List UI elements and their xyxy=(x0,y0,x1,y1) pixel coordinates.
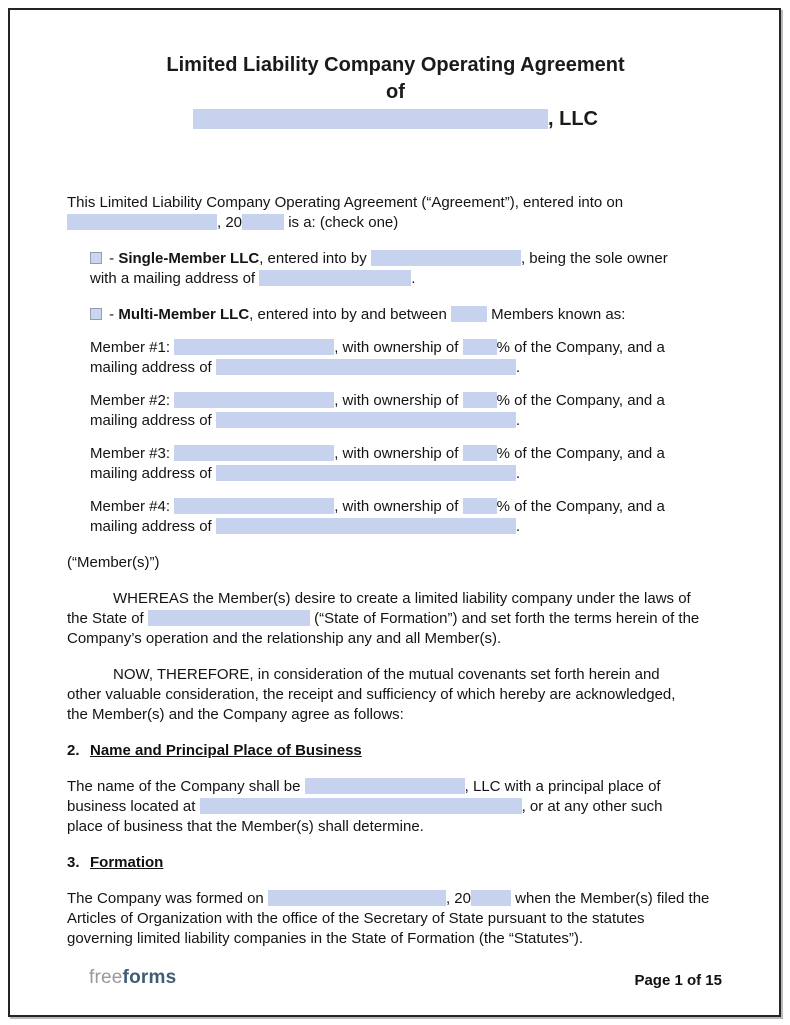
member-1-mailing-label: mailing address of xyxy=(90,359,212,376)
page-number: Page 1 of 15 xyxy=(634,972,722,989)
document-page xyxy=(8,8,781,1017)
single-member-entered-by: , entered into by xyxy=(259,250,367,267)
therefore-line3: the Member(s) and the Company agree as follows: xyxy=(67,706,404,723)
single-member-dash: - xyxy=(109,250,115,267)
member-2-name-field[interactable] xyxy=(174,392,334,408)
member-3-ownership-field[interactable] xyxy=(463,445,497,461)
member-2-period: . xyxy=(515,412,521,429)
section2-line3: place of business that the Member(s) shall determine. xyxy=(67,818,424,835)
title-llc-suffix: , LLC xyxy=(548,108,598,130)
section3-line3: governing limited liability companies in the State of Formation (the “Statutes”). xyxy=(67,930,584,947)
section-2-number: 2. xyxy=(67,742,80,759)
brand-forms-text: forms xyxy=(122,967,177,988)
intro-line1: This Limited Liability Company Operating Agreement (“Agreement”), entered into on xyxy=(67,194,624,211)
member-4-ownership-field[interactable] xyxy=(463,498,497,514)
company-name-title-field[interactable] xyxy=(193,109,548,129)
section-2-title: Name and Principal Place of Business xyxy=(90,742,362,759)
member-1-name-field[interactable] xyxy=(174,339,334,355)
section2-line2b: , or at any other such xyxy=(521,798,663,815)
member-4-name-field[interactable] xyxy=(174,498,334,514)
member-3-ownership-label: , with ownership of xyxy=(334,445,459,462)
brand-free-text: free xyxy=(89,967,123,988)
member-2-address-field[interactable] xyxy=(216,412,516,428)
member-4-period: . xyxy=(515,518,521,535)
member-3-name-field[interactable] xyxy=(174,445,334,461)
member-4-company-text: % of the Company, and a xyxy=(496,498,665,515)
members-note: (“Member(s)”) xyxy=(67,554,160,571)
single-member-label: Single-Member LLC xyxy=(118,250,260,267)
member-4-clause xyxy=(90,497,724,537)
therefore-line2: other valuable consideration, the receipt and sufficiency of which hereby are acknowledged, xyxy=(67,686,676,703)
document-content xyxy=(10,10,779,1015)
member-2-mailing-label: mailing address of xyxy=(90,412,212,429)
member-2-clause xyxy=(90,391,724,431)
single-member-address-field[interactable] xyxy=(259,270,411,286)
state-of-formation-field[interactable] xyxy=(148,610,310,626)
intro-paragraph xyxy=(67,193,724,233)
intro-is-a: is a: (check one) xyxy=(288,214,399,231)
multi-member-known-as: Members known as: xyxy=(491,306,626,323)
therefore-paragraph xyxy=(67,665,724,725)
member-1-label: Member #1: xyxy=(90,339,171,356)
section-3-heading xyxy=(67,853,724,873)
member-3-label: Member #3: xyxy=(90,445,171,462)
section-2-paragraph xyxy=(67,777,724,837)
agreement-year-field[interactable] xyxy=(242,214,284,230)
title-line1: Limited Liability Company Operating Agreement xyxy=(166,54,625,76)
multi-member-between: , entered into by and between xyxy=(249,306,447,323)
member-3-mailing-label: mailing address of xyxy=(90,465,212,482)
section-3-paragraph xyxy=(67,889,724,949)
single-member-checkbox[interactable] xyxy=(90,252,102,264)
section-2-heading xyxy=(67,741,724,761)
whereas-line2a: the State of xyxy=(67,610,144,627)
member-4-mailing-label: mailing address of xyxy=(90,518,212,535)
member-2-company-text: % of the Company, and a xyxy=(496,392,665,409)
section3-line1a: The Company was formed on xyxy=(67,890,264,907)
multi-member-dash: - xyxy=(109,306,115,323)
formation-year-field[interactable] xyxy=(471,890,511,906)
therefore-line1: NOW, THEREFORE, in consideration of the mutual covenants set forth herein and xyxy=(113,666,660,683)
whereas-line3: Company’s operation and the relationship any and all Member(s). xyxy=(67,630,502,647)
section2-line2a: business located at xyxy=(67,798,196,815)
section-3-title: Formation xyxy=(90,854,164,871)
single-member-sole-owner: , being the sole owner xyxy=(520,250,668,267)
section2-line1b: , LLC with a principal place of xyxy=(464,778,661,795)
member-2-ownership-field[interactable] xyxy=(463,392,497,408)
document-title xyxy=(67,52,724,133)
company-name-field[interactable] xyxy=(305,778,465,794)
single-member-period: . xyxy=(411,270,416,287)
member-1-period: . xyxy=(515,359,521,376)
title-line2: of xyxy=(386,81,405,103)
single-member-clause xyxy=(90,249,724,289)
business-address-field[interactable] xyxy=(200,798,522,814)
member-1-address-field[interactable] xyxy=(216,359,516,375)
member-4-label: Member #4: xyxy=(90,498,171,515)
member-4-address-field[interactable] xyxy=(216,518,516,534)
single-member-name-field[interactable] xyxy=(371,250,521,266)
intro-comma-20: , 20 xyxy=(217,214,243,231)
whereas-line2b: (“State of Formation”) and set forth the terms herein of the xyxy=(314,610,700,627)
member-1-ownership-field[interactable] xyxy=(463,339,497,355)
section3-line2: Articles of Organization with the office of the Secretary of State pursuant to the statutes xyxy=(67,910,645,927)
member-2-label: Member #2: xyxy=(90,392,171,409)
page-footer xyxy=(67,967,722,989)
title-line3 xyxy=(67,106,724,133)
section3-line1c: when the Member(s) filed the xyxy=(515,890,710,907)
member-1-company-text: % of the Company, and a xyxy=(496,339,665,356)
member-count-field[interactable] xyxy=(451,306,487,322)
section2-line1a: The name of the Company shall be xyxy=(67,778,301,795)
whereas-paragraph xyxy=(67,589,724,649)
member-3-company-text: % of the Company, and a xyxy=(496,445,665,462)
member-2-ownership-label: , with ownership of xyxy=(334,392,459,409)
member-3-period: . xyxy=(515,465,521,482)
member-1-ownership-label: , with ownership of xyxy=(334,339,459,356)
multi-member-checkbox[interactable] xyxy=(90,308,102,320)
single-member-mailing-label: with a mailing address of xyxy=(90,270,256,287)
member-4-ownership-label: , with ownership of xyxy=(334,498,459,515)
multi-member-label: Multi-Member LLC xyxy=(118,306,250,323)
whereas-line1: WHEREAS the Member(s) desire to create a limited liability company under the laws of xyxy=(113,590,691,607)
member-1-clause xyxy=(90,338,724,378)
member-3-clause xyxy=(90,444,724,484)
section3-line1b: , 20 xyxy=(445,890,471,907)
agreement-date-field[interactable] xyxy=(67,214,217,230)
formation-date-field[interactable] xyxy=(268,890,446,906)
member-3-address-field[interactable] xyxy=(216,465,516,481)
section-3-number: 3. xyxy=(67,854,80,871)
freeforms-logo xyxy=(89,967,176,989)
multi-member-clause xyxy=(90,305,724,325)
